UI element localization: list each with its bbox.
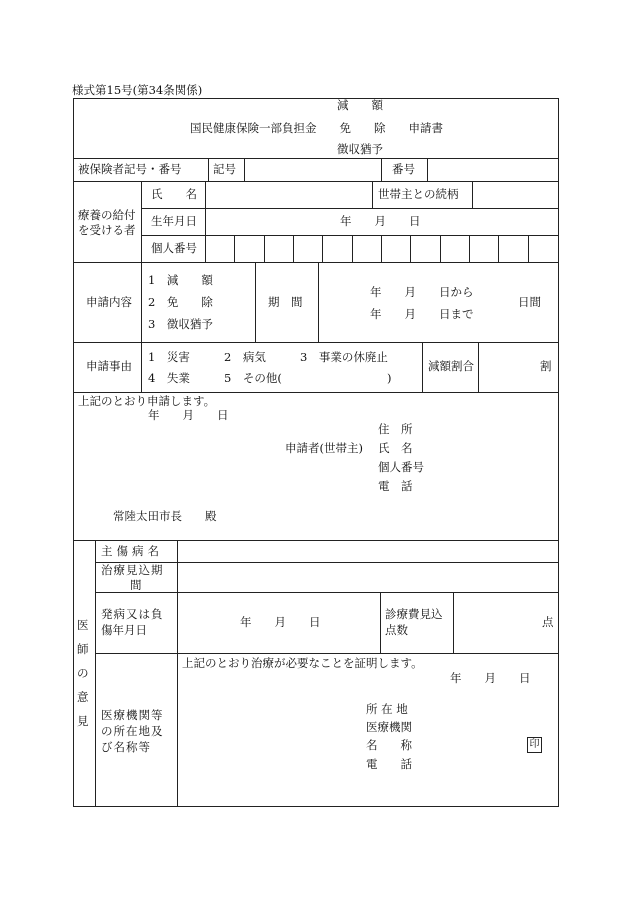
disease-label: 主傷病名 xyxy=(101,544,163,558)
request-option-3: 3 徴収猶予 xyxy=(148,317,213,331)
doctor-side-label-4: 意 xyxy=(77,690,89,704)
institution-title-label: 名 称 xyxy=(366,738,412,752)
reason-2: 2 病気 xyxy=(224,350,266,364)
applicant-name-label: 氏 名 xyxy=(378,441,413,455)
institution-label-3: び名称等 xyxy=(101,740,151,754)
request-label: 申請内容 xyxy=(86,295,132,309)
line-after-title xyxy=(73,158,559,159)
ratio-label: 減額割合 xyxy=(428,359,474,373)
digit-box xyxy=(293,235,294,262)
period-label-doctor: 治療見込期 xyxy=(101,563,164,577)
title-main: 国民健康保険一部負担金 免 除 申請書 xyxy=(190,121,443,135)
onset-label-1: 発病又は負 xyxy=(101,607,164,621)
title-choyo: 徴収猶予 xyxy=(337,142,383,156)
birth-date-format: 年 月 日 xyxy=(340,214,421,228)
reason-3: 3 事業の休廃止 xyxy=(300,350,388,364)
line-after-reason xyxy=(73,392,559,393)
divider xyxy=(177,540,178,806)
period-label: 期 間 xyxy=(268,295,303,309)
kojin-label: 個人番号 xyxy=(151,241,197,255)
digit-box xyxy=(410,235,411,262)
divider xyxy=(422,342,423,392)
divider xyxy=(380,592,381,653)
fee-label-2: 点数 xyxy=(385,623,408,637)
divider xyxy=(208,158,209,181)
divider xyxy=(95,540,96,806)
reason-label: 申請事由 xyxy=(86,359,132,373)
fee-label-1: 診療費見込 xyxy=(385,607,443,621)
title-genmen: 減 額 xyxy=(337,98,383,112)
frame-top xyxy=(73,98,559,99)
institution-name-label: 医療機関 xyxy=(366,720,412,734)
certification-text: 上記のとおり治療が必要なことを証明します。 xyxy=(182,656,423,670)
digit-box xyxy=(528,235,529,262)
digit-box xyxy=(440,235,441,262)
divider xyxy=(372,181,373,208)
period-from: 年 月 日から xyxy=(370,285,474,299)
line-after-name xyxy=(141,208,559,209)
doctor-side-label-5: 見 xyxy=(77,714,89,728)
recipient-group-label-1: 療養の給付 xyxy=(78,208,136,222)
doctor-side-label-3: の xyxy=(77,666,89,680)
line-after-insured xyxy=(73,181,559,182)
institution-location-label: 所 在 地 xyxy=(366,702,408,716)
form-number: 様式第15号(第34条関係) xyxy=(72,83,203,97)
divider xyxy=(255,262,256,342)
line-after-declaration xyxy=(73,540,559,541)
digit-box xyxy=(322,235,323,262)
digit-box xyxy=(469,235,470,262)
insured-label: 被保険者記号・番号 xyxy=(78,162,182,176)
divider xyxy=(453,592,454,653)
request-option-2: 2 免 除 xyxy=(148,295,213,309)
onset-label-2: 傷年月日 xyxy=(101,623,147,637)
frame-bottom xyxy=(73,806,559,807)
applicant-kojin-label: 個人番号 xyxy=(378,460,424,474)
reason-1: 1 災害 xyxy=(148,350,190,364)
line-after-period xyxy=(95,592,559,593)
line-after-request xyxy=(73,342,559,343)
divider xyxy=(244,158,245,181)
request-option-1: 1 減 額 xyxy=(148,273,213,287)
bango-label: 番号 xyxy=(392,162,415,176)
doctor-side-label-2: 師 xyxy=(77,642,89,656)
institution-phone-label: 電 話 xyxy=(366,757,412,771)
seal-mark: 印 xyxy=(527,737,542,753)
declaration-text: 上記のとおり申請します。 xyxy=(78,394,216,408)
digit-box xyxy=(498,235,499,262)
divider xyxy=(427,158,428,181)
line-after-onset xyxy=(95,653,559,654)
divider xyxy=(141,342,142,392)
digit-box xyxy=(352,235,353,262)
digit-box xyxy=(381,235,382,262)
addressee: 常陸太田市長 殿 xyxy=(113,509,217,523)
name-label: 氏 名 xyxy=(151,187,197,201)
divider xyxy=(381,158,382,181)
institution-label-2: の所在地及 xyxy=(101,724,164,738)
kigo-label: 記号 xyxy=(213,162,236,176)
birth-label: 生年月日 xyxy=(151,214,197,228)
divider xyxy=(318,262,319,342)
ratio-unit: 割 xyxy=(540,359,552,373)
applicant-phone-label: 電 話 xyxy=(378,479,413,493)
declaration-date: 年 月 日 xyxy=(148,408,229,422)
line-after-disease xyxy=(95,562,559,563)
fee-unit: 点 xyxy=(542,615,554,629)
frame-left xyxy=(73,98,74,806)
relation-label: 世帯主との続柄 xyxy=(378,187,459,201)
divider xyxy=(141,262,142,342)
applicant-role-label: 申請者(世帯主) xyxy=(285,441,363,455)
applicant-address-label: 住 所 xyxy=(378,422,413,436)
divider xyxy=(205,181,206,262)
divider xyxy=(478,342,479,392)
reason-5-close: ) xyxy=(387,371,392,385)
onset-date-format: 年 月 日 xyxy=(240,615,321,629)
divider xyxy=(141,181,142,262)
period-to: 年 月 日まで xyxy=(370,307,474,321)
frame-right xyxy=(558,98,559,806)
recipient-group-label-2: を受ける者 xyxy=(78,223,136,237)
institution-label-1: 医療機関等 xyxy=(101,708,164,722)
digit-box xyxy=(264,235,265,262)
line-after-recipient xyxy=(73,262,559,263)
period-label-doctor-2: 間 xyxy=(130,578,142,592)
certification-date: 年 月 日 xyxy=(450,671,531,685)
digit-box xyxy=(234,235,235,262)
period-days-unit: 日間 xyxy=(518,295,541,309)
line-after-birth xyxy=(141,235,559,236)
divider xyxy=(472,181,473,208)
doctor-side-label-1: 医 xyxy=(77,618,89,632)
reason-5: 5 その他( xyxy=(224,371,282,385)
reason-4: 4 失業 xyxy=(148,371,190,385)
